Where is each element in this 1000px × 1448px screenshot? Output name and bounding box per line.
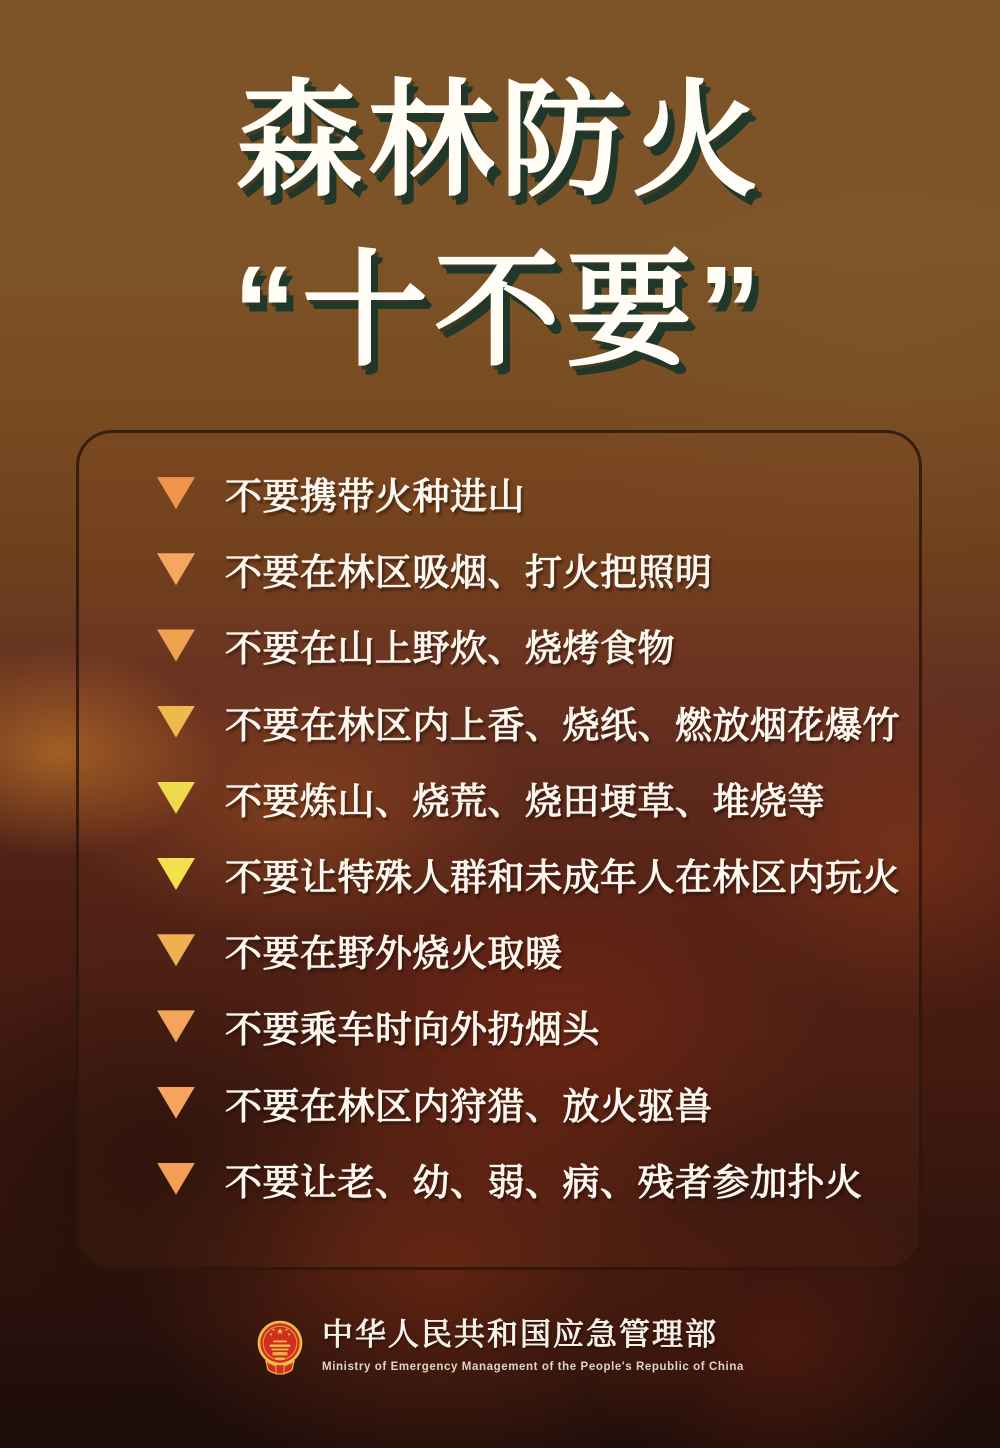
list-item-text: 不要乘车时向外扔烟头 bbox=[225, 1009, 600, 1051]
triangle-down-icon bbox=[157, 477, 195, 509]
triangle-down-icon bbox=[157, 858, 195, 890]
list-item bbox=[79, 684, 919, 760]
list-item-text: 不要让老、幼、弱、病、残者参加扑火 bbox=[225, 1161, 863, 1203]
list-item bbox=[79, 760, 919, 836]
list-item bbox=[79, 1065, 919, 1141]
triangle-down-icon bbox=[157, 629, 195, 661]
list-item-text: 不要在野外烧火取暖 bbox=[225, 933, 563, 975]
list-item-text: 不要在林区内狩猎、放火驱兽 bbox=[225, 1085, 713, 1127]
list-item-text: 不要携带火种进山 bbox=[225, 476, 525, 518]
list-item bbox=[79, 836, 919, 912]
triangle-down-icon bbox=[157, 706, 195, 738]
poster-title: 森林防火 bbox=[236, 70, 764, 211]
list-item bbox=[79, 988, 919, 1064]
triangle-down-icon bbox=[157, 934, 195, 966]
ministry-name-en: Ministry of Emergency Management of the People's Republic of China bbox=[322, 1361, 744, 1374]
list-item-text: 不要在山上野炊、烧烤食物 bbox=[225, 628, 675, 670]
list-item-text: 不要炼山、烧荒、烧田埂草、堆烧等 bbox=[225, 780, 825, 822]
triangle-down-icon bbox=[157, 1163, 195, 1195]
list-item bbox=[79, 531, 919, 607]
china-national-emblem-icon bbox=[256, 1320, 304, 1386]
list-item-text: 不要在林区内上香、烧纸、燃放烟花爆竹 bbox=[225, 704, 900, 746]
ministry-text-block bbox=[322, 1318, 744, 1373]
triangle-down-icon bbox=[157, 1087, 195, 1119]
triangle-down-icon bbox=[157, 1010, 195, 1042]
ministry-footer bbox=[0, 1318, 1000, 1386]
list-item bbox=[79, 912, 919, 988]
triangle-down-icon bbox=[157, 782, 195, 814]
rules-panel bbox=[76, 430, 922, 1270]
list-item bbox=[79, 455, 919, 531]
list-item-text: 不要让特殊人群和未成年人在林区内玩火 bbox=[225, 857, 900, 899]
list-item bbox=[79, 1141, 919, 1217]
list-item bbox=[79, 607, 919, 683]
list-item-text: 不要在林区吸烟、打火把照明 bbox=[225, 552, 713, 594]
triangle-down-icon bbox=[157, 553, 195, 585]
ministry-name-cn: 中华人民共和国应急管理部 bbox=[322, 1317, 719, 1352]
poster-subtitle: “十不要” bbox=[233, 240, 767, 381]
